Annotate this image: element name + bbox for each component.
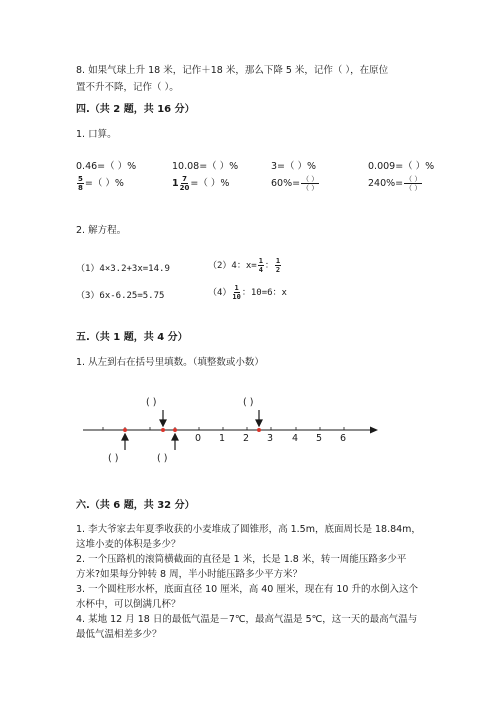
oral-r1c3: 3=（ ）% — [271, 161, 317, 172]
oral-r2c4: 240%= $\frac{( )}{( )}$ — [368, 175, 422, 192]
q8-line2: 置不升不降，记作（ ）。 — [76, 82, 179, 93]
equation-4: （4） $\frac{1}{10}$ ：10=6：x — [208, 284, 287, 301]
blank-top-1: ( ) — [146, 397, 157, 408]
s6-line-5: 3. 一个圆柱形水杯，底面直径 10 厘米，高 40 厘米，现在有 10 升的水倒入这个 — [76, 584, 418, 595]
s6-line-8: 最低气温相差多少？ — [76, 629, 162, 640]
section4-title: 四.（共 2 题，共 16 分） — [76, 104, 195, 115]
equation-2: （2）4：x= $\frac{1}{4}$ ： $\frac{1}{2}$ — [208, 257, 281, 274]
s6-line-1: 1. 李大爷家去年夏季收获的小麦堆成了圆锥形，高 1.5m，底面周长是 18.84m， — [76, 524, 421, 535]
fraction-blank: $\frac{( )}{( )}$ — [405, 175, 422, 192]
blank-bottom-2: ( ) — [157, 453, 168, 464]
s6-line-4: 方米?如果每分钟转 8 周，半小时能压路多少平方米？ — [76, 569, 303, 580]
equation-1: （1）4×3.2+3x=14.9 — [76, 264, 170, 274]
tick-label-4: 4 — [292, 433, 299, 444]
s4-q2-title: 2. 解方程。 — [76, 225, 127, 236]
s6-line-7: 4. 某地 12 月 18 日的最低气温是－7℃，最高气温是 5℃，这一天的最高气温与 — [76, 614, 418, 625]
oral-r1c2: 10.08=（ ）% — [172, 161, 239, 172]
fraction-blank: $\frac{( )}{( )}$ — [302, 175, 319, 192]
fraction-7-20: $\frac{7}{20}$ — [179, 175, 190, 192]
s6-line-3: 2. 一个压路机的滚筒横截面的直径是 1 米，长是 1.8 米，转一周能压路多少平 — [76, 554, 407, 565]
section6-title: 六.（共 6 题，共 32 分） — [76, 500, 195, 511]
section5-title: 五.（共 1 题，共 4 分） — [76, 332, 188, 343]
blank-top-2: ( ) — [243, 397, 254, 408]
s6-line-2: 这堆小麦的体积是多少？ — [76, 539, 181, 550]
tick-label-2: 2 — [243, 433, 250, 444]
equation-3: （3）6x-6.25=5.75 — [76, 291, 165, 301]
oral-r2c2: 1 $\frac{7}{20}$ =（ ）% — [172, 175, 230, 192]
s5-q1-title: 1. 从左到右在括号里填数。（填整数或小数） — [76, 357, 264, 368]
blank-bottom-1: ( ) — [108, 453, 119, 464]
tick-label-6: 6 — [340, 433, 347, 444]
tick-label-3: 3 — [267, 433, 274, 444]
tick-label-0: 0 — [195, 433, 202, 444]
oral-r1c4: 0.009=（ ）% — [368, 161, 435, 172]
tick-label-1: 1 — [219, 433, 226, 444]
oral-r1c1: 0.46=（ ）% — [76, 161, 137, 172]
oral-r2c1: $\frac{5}{8}$ =（ ）% — [78, 175, 124, 192]
q8-line1: 8. 如果气球上升 18 米，记作＋18 米，那么下降 5 米，记作（ ），在原位 — [76, 65, 389, 76]
oral-r2c3: 60%= $\frac{( )}{( )}$ — [271, 175, 319, 192]
fraction-5-8: $\frac{5}{8}$ — [78, 175, 83, 192]
tick-label-5: 5 — [316, 433, 323, 444]
s6-line-6: 水杯中，可以倒满几杯？ — [76, 599, 181, 610]
s4-q1-title: 1. 口算。 — [76, 129, 117, 140]
